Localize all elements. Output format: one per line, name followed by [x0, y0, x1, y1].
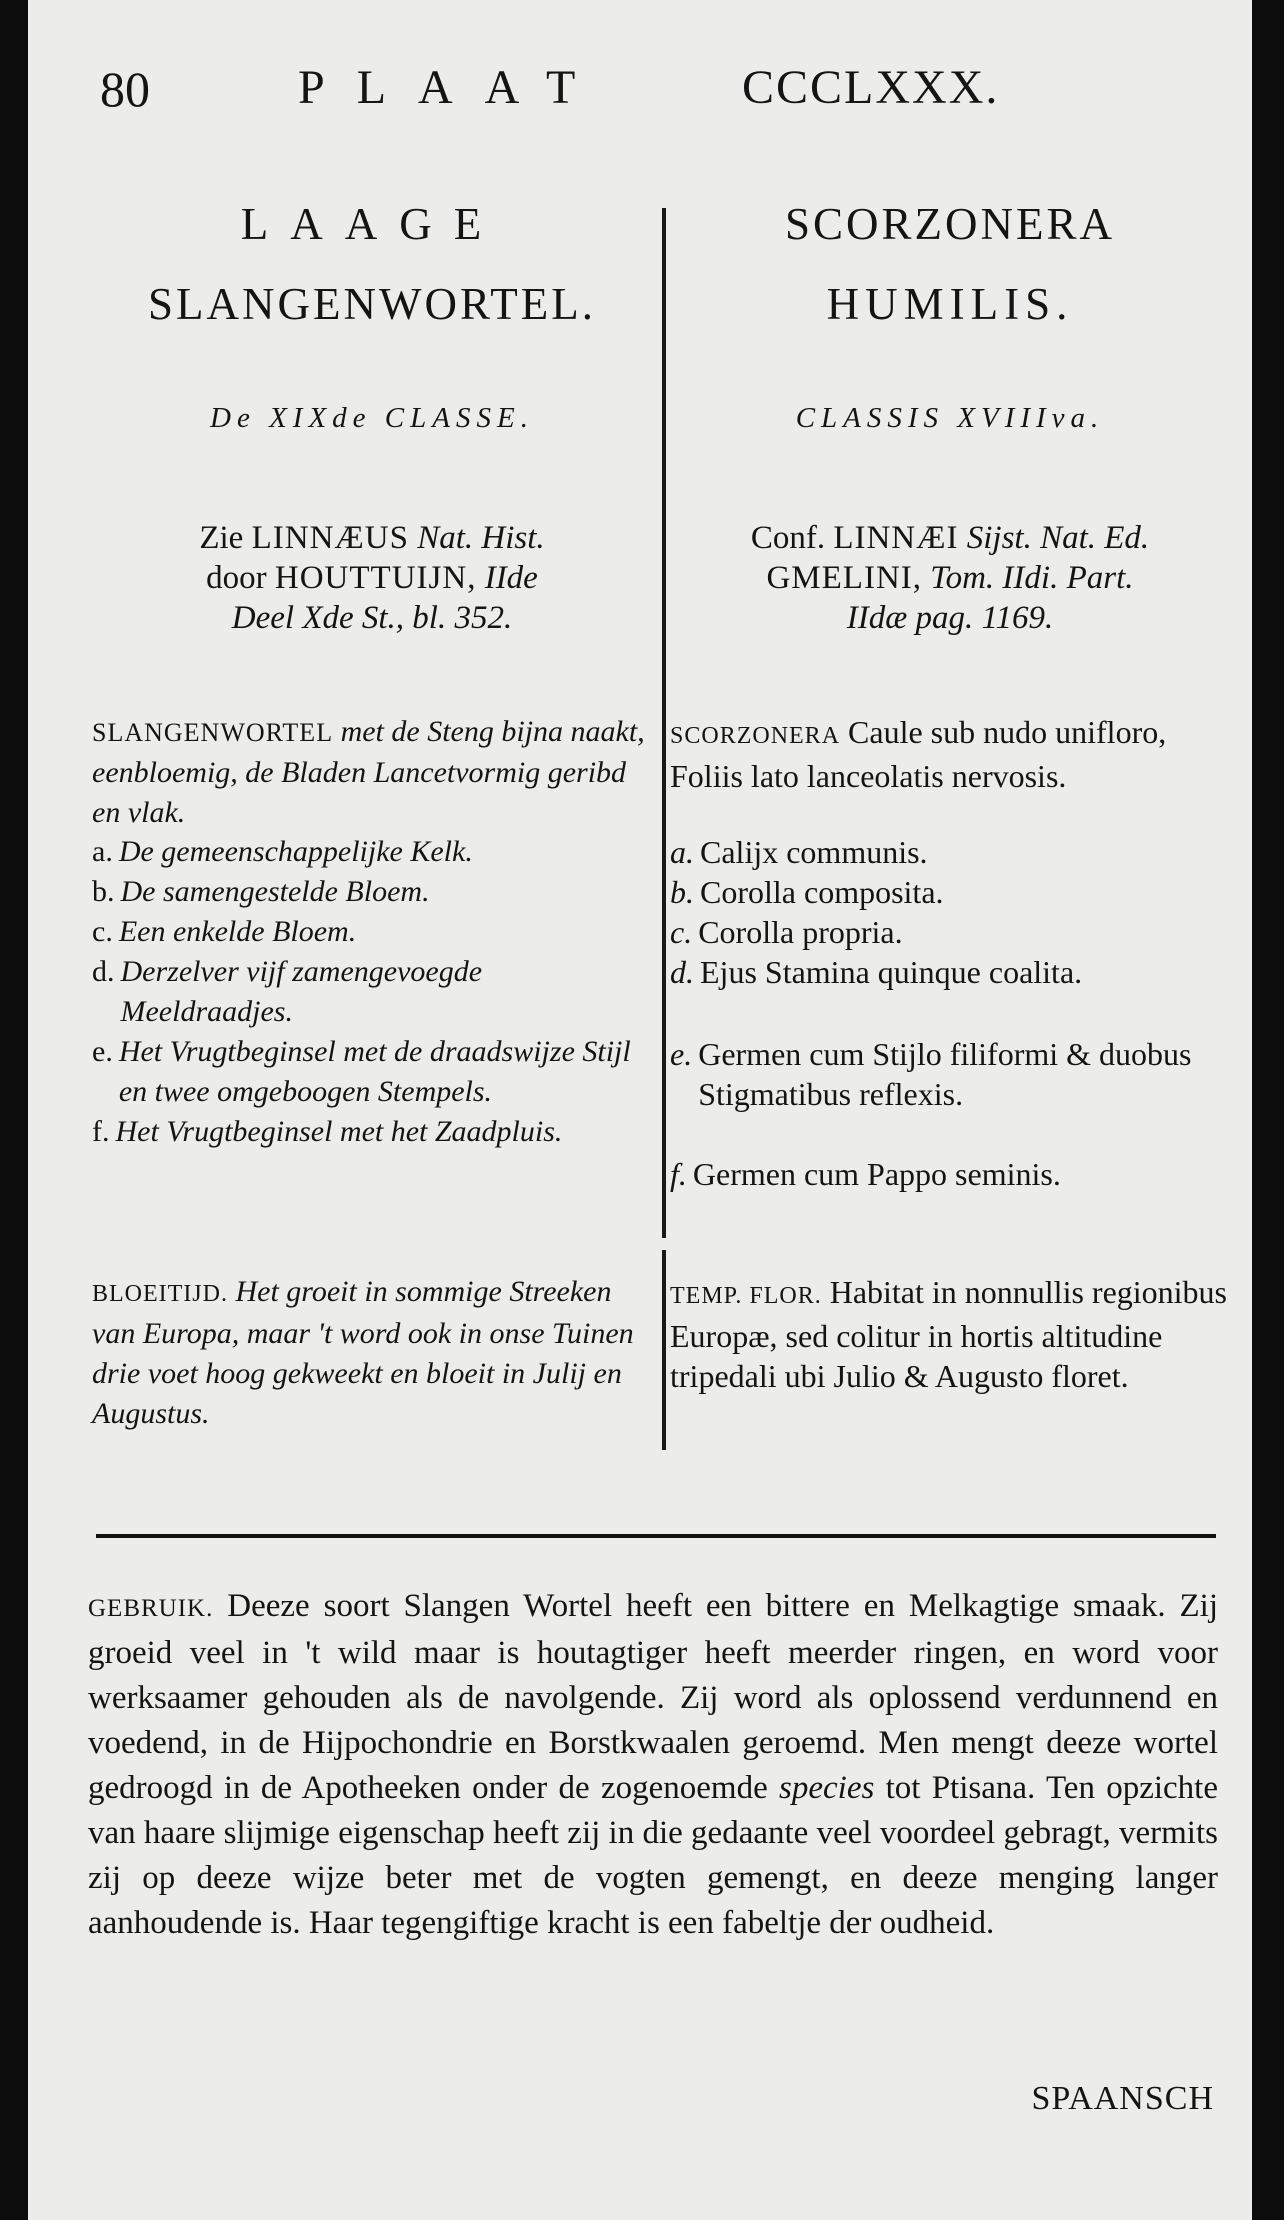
left-description-text: met de Steng bijna naakt, eenbloemig, de Bladen Lancetvormig geribd en vlak. — [92, 715, 645, 829]
left-description — [92, 712, 652, 833]
right-classis: CLASSIS XVIIIva. — [795, 402, 1105, 434]
right-description-text: Caule sub nudo unifloro, Foliis lato lanceolatis nervosis. — [670, 714, 1167, 794]
left-bloeitijd-text: Het groeit in sommige Streeken van Europa, maar 't word ook in onse Tuinen drie voet hoog gekweekt en bloeit in Julij en Augustus. — [92, 1275, 634, 1430]
left-items — [92, 832, 652, 1152]
left-bloeitijd — [92, 1272, 652, 1434]
left-reference — [92, 518, 652, 638]
right-temp-flor-lead: TEMP. FLOR. — [670, 1283, 822, 1309]
left-item-e: e. Het Vrugtbeginsel met de draadswijze Stijl en twee omgeboogen Stempels. — [92, 1035, 631, 1108]
right-ref-line2-author: GMELINI, — [766, 560, 923, 596]
left-ref-translator: HOUTTUIJN, — [274, 560, 477, 596]
right-item-b: b. Corolla composita. — [670, 874, 944, 910]
left-title-line2: SLANGENWORTEL. — [148, 279, 596, 329]
left-item-d: d. Derzelver vijf zamengevoegde Meeldraadjes. — [92, 955, 483, 1028]
column-divider-upper — [662, 208, 666, 1238]
right-title-line2: HUMILIS. — [826, 279, 1074, 329]
right-items — [670, 832, 1230, 1194]
usage-paragraph — [88, 1584, 1218, 1946]
usage-text-2: tot Ptisana. Ten opzichte van haare slijmige eigenschap heeft zij in die gedaante veel voordeel gebragt, vermits zij op deeze wijze beter met de vogten gemengt, en deeze menging langer aanhoudende is. Haar tegengiftige kracht is een fabeltje der oudheid. — [88, 1770, 1218, 1941]
left-ref-author: LINNÆUS — [251, 520, 409, 556]
column-divider-lower — [662, 1250, 666, 1450]
right-item-e: e. Germen cum Stijlo filiformi & duobus Stigmatibus reflexis. — [670, 1036, 1192, 1112]
right-item-d: d. Ejus Stamina quinque coalita. — [670, 954, 1083, 990]
left-item-c: c. Een enkelde Bloem. — [92, 915, 357, 948]
left-ref-line3: Deel Xde St., bl. 352. — [231, 600, 513, 636]
right-ref-line3: IIdæ pag. 1169. — [846, 600, 1054, 636]
right-description — [670, 712, 1230, 796]
right-ref-author: LINNÆI — [833, 520, 959, 556]
right-temp-flor — [670, 1272, 1230, 1396]
page-number: 80 — [100, 61, 150, 117]
left-ref-work: Nat. Hist. — [417, 520, 545, 556]
plate-label: PLAAT — [298, 61, 608, 114]
left-ref-line2-suffix: IIde — [484, 560, 538, 596]
usage-lead: GEBRUIK. — [88, 1595, 214, 1622]
right-description-lead: SCORZONERA — [670, 723, 841, 749]
right-temp-flor-text: Habitat in nonnullis regionibus Europæ, sed colitur in hortis altitudine tripedali ubi Julio & Augusto floret. — [670, 1274, 1227, 1394]
right-ref-work: Sijst. Nat. Ed. — [966, 520, 1150, 556]
left-ref-door: door — [206, 560, 267, 596]
left-item-f: f. Het Vrugtbeginsel met het Zaadpluis. — [92, 1115, 563, 1148]
right-ref-prefix: Conf. — [750, 520, 826, 556]
plate-number: CCCLXXX. — [742, 61, 1000, 114]
right-reference — [670, 518, 1230, 638]
usage-italic-word: species — [779, 1770, 875, 1806]
right-ref-line2-rest: Tom. IIdi. Part. — [930, 560, 1134, 596]
left-item-b: b. De samengestelde Bloem. — [92, 875, 430, 908]
right-item-a: a. Calijx communis. — [670, 834, 928, 870]
right-title-line1: SCORZONERA — [784, 199, 1116, 249]
left-title-line1: LAAGE — [240, 199, 504, 249]
section-rule — [96, 1534, 1216, 1538]
left-classe: De XIXde CLASSE. — [210, 402, 534, 434]
right-item-c: c. Corolla propria. — [670, 914, 903, 950]
left-bloeitijd-lead: BLOEITIJD. — [92, 1281, 228, 1307]
left-item-a: a. De gemeenschappelijke Kelk. — [92, 835, 473, 868]
catchword: SPAANSCH — [1031, 2080, 1214, 2117]
left-description-lead: SLANGENWORTEL — [92, 718, 334, 747]
left-ref-prefix: Zie — [199, 520, 244, 556]
usage-text-1: Deeze soort Slangen Wortel heeft een bittere en Melkagtige smaak. Zij groeid veel in 't wild maar is houtagtiger heeft meerder ringen, en word voor werksaamer gehouden als de navolgende. Zij word als oplossend verdunnend en voedend, in de Hijpochondrie en Borstkwaalen geroemd. Men mengt deeze wortel gedroogd in de Apotheeken onder de zogenoemde — [88, 1588, 1219, 1806]
right-item-f: f. Germen cum Pappo seminis. — [670, 1156, 1061, 1192]
